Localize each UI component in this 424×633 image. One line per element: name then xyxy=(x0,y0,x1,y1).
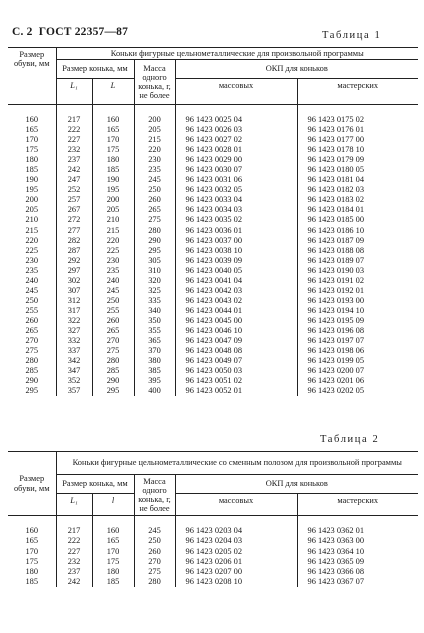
cell-l: 160 xyxy=(92,115,134,125)
table-row xyxy=(8,366,418,376)
cell-okp-mass: 96 1423 0203 04 xyxy=(175,526,297,536)
cell-mass: 215 xyxy=(134,135,175,145)
table1-group-title: Коньки фигурные цельнометаллические для произвольной программы xyxy=(56,48,418,60)
cell-l: 250 xyxy=(92,296,134,306)
cell-l: 165 xyxy=(92,125,134,135)
table-row xyxy=(8,185,418,195)
cell-okp-workshop: 96 1423 0197 07 xyxy=(297,336,418,346)
table-row xyxy=(8,376,418,386)
cell-l: 280 xyxy=(92,356,134,366)
cell-mass: 385 xyxy=(134,366,175,376)
cell-shoe-size: 175 xyxy=(25,145,39,155)
cell-shoe-size: 255 xyxy=(25,305,39,315)
cell-okp-mass: 96 1423 0050 03 xyxy=(175,366,297,376)
table-row xyxy=(8,536,418,546)
cell-okp-workshop: 96 1423 0183 02 xyxy=(297,195,418,205)
cell-okp-mass: 96 1423 0034 03 xyxy=(175,205,297,215)
table1-col-size: Размер обуви, мм xyxy=(8,48,56,105)
cell-shoe-size: 185 xyxy=(25,165,39,175)
table2-sub-l: l xyxy=(92,494,134,516)
cell-okp-workshop: 96 1423 0365 09 xyxy=(297,557,418,567)
page-header xyxy=(12,26,128,38)
cell-l1: 287 xyxy=(56,246,92,256)
table-row xyxy=(8,246,418,256)
cell-okp-mass: 96 1423 0035 02 xyxy=(175,215,297,225)
cell-l1: 317 xyxy=(56,306,92,316)
cell-okp-mass: 96 1423 0205 02 xyxy=(175,547,297,557)
cell-okp-mass: 96 1423 0038 10 xyxy=(175,246,297,256)
cell-l1: 227 xyxy=(56,547,92,557)
cell-l: 195 xyxy=(92,185,134,195)
cell-mass: 250 xyxy=(134,185,175,195)
table2-col-skate-size: Размер конька, мм xyxy=(56,475,134,494)
cell-l1: 352 xyxy=(56,376,92,386)
cell-mass: 400 xyxy=(134,386,175,396)
cell-okp-mass: 96 1423 0047 09 xyxy=(175,336,297,346)
cell-mass: 275 xyxy=(134,215,175,225)
table-row xyxy=(8,526,418,536)
cell-okp-workshop: 96 1423 0188 08 xyxy=(297,246,418,256)
cell-l1: 292 xyxy=(56,256,92,266)
cell-mass: 275 xyxy=(134,567,175,577)
table2-sub-l1: L₁ xyxy=(56,494,92,516)
table2-col-okp: ОКП для коньков xyxy=(175,475,418,494)
cell-okp-mass: 96 1423 0051 02 xyxy=(175,376,297,386)
cell-okp-workshop: 96 1423 0196 08 xyxy=(297,326,418,336)
table-2 xyxy=(8,451,418,587)
cell-okp-workshop: 96 1423 0177 00 xyxy=(297,135,418,145)
cell-okp-mass: 96 1423 0027 02 xyxy=(175,135,297,145)
cell-shoe-size: 170 xyxy=(25,135,39,145)
cell-l1: 297 xyxy=(56,266,92,276)
cell-shoe-size: 270 xyxy=(25,336,39,346)
table-row xyxy=(8,286,418,296)
cell-l1: 217 xyxy=(56,526,92,536)
cell-okp-mass: 96 1423 0207 00 xyxy=(175,567,297,577)
cell-shoe-size: 195 xyxy=(25,185,39,195)
table-row xyxy=(8,175,418,185)
cell-okp-workshop: 96 1423 0364 10 xyxy=(297,547,418,557)
cell-okp-workshop: 96 1423 0184 01 xyxy=(297,205,418,215)
cell-shoe-size: 285 xyxy=(25,366,39,376)
cell-l: 175 xyxy=(92,145,134,155)
cell-l: 260 xyxy=(92,316,134,326)
table-row xyxy=(8,125,418,135)
cell-mass: 395 xyxy=(134,376,175,386)
cell-okp-workshop: 96 1423 0367 07 xyxy=(297,577,418,587)
cell-okp-workshop: 96 1423 0194 10 xyxy=(297,306,418,316)
cell-mass: 250 xyxy=(134,536,175,546)
table-row xyxy=(8,135,418,145)
cell-l1: 302 xyxy=(56,276,92,286)
cell-mass: 260 xyxy=(134,547,175,557)
cell-shoe-size: 290 xyxy=(25,376,39,386)
cell-okp-mass: 96 1423 0029 00 xyxy=(175,155,297,165)
cell-shoe-size: 250 xyxy=(25,295,39,305)
cell-l: 235 xyxy=(92,266,134,276)
cell-okp-workshop: 96 1423 0200 07 xyxy=(297,366,418,376)
table-row xyxy=(8,226,418,236)
cell-l1: 217 xyxy=(56,115,92,125)
cell-okp-workshop: 96 1423 0178 10 xyxy=(297,145,418,155)
cell-l1: 232 xyxy=(56,145,92,155)
cell-mass: 235 xyxy=(134,165,175,175)
cell-l1: 222 xyxy=(56,536,92,546)
cell-l: 170 xyxy=(92,135,134,145)
table-row xyxy=(8,386,418,396)
cell-mass: 220 xyxy=(134,145,175,155)
cell-mass: 290 xyxy=(134,236,175,246)
cell-okp-workshop: 96 1423 0199 05 xyxy=(297,356,418,366)
table-row xyxy=(8,296,418,306)
cell-okp-mass: 96 1423 0026 03 xyxy=(175,125,297,135)
cell-l1: 247 xyxy=(56,175,92,185)
cell-shoe-size: 190 xyxy=(25,175,39,185)
cell-l1: 332 xyxy=(56,336,92,346)
table-row xyxy=(8,145,418,155)
standard-number: ГОСТ 22357—87 xyxy=(38,26,129,38)
cell-okp-mass: 96 1423 0046 10 xyxy=(175,326,297,336)
cell-l: 170 xyxy=(92,547,134,557)
cell-l: 245 xyxy=(92,286,134,296)
table2-sub-mass: массовых xyxy=(175,494,297,516)
cell-l: 290 xyxy=(92,376,134,386)
table-row xyxy=(8,577,418,587)
cell-mass: 245 xyxy=(134,526,175,536)
cell-l1: 337 xyxy=(56,346,92,356)
cell-okp-workshop: 96 1423 0187 09 xyxy=(297,236,418,246)
cell-shoe-size: 275 xyxy=(25,346,39,356)
cell-okp-mass: 96 1423 0037 00 xyxy=(175,236,297,246)
cell-shoe-size: 210 xyxy=(25,215,39,225)
table1-header xyxy=(8,48,418,105)
cell-okp-mass: 96 1423 0025 04 xyxy=(175,115,297,125)
table-row xyxy=(8,326,418,336)
cell-l: 185 xyxy=(92,577,134,587)
cell-l1: 307 xyxy=(56,286,92,296)
table1-col-skate-size: Размер конька, мм xyxy=(56,60,134,79)
cell-okp-workshop: 96 1423 0201 06 xyxy=(297,376,418,386)
cell-l1: 227 xyxy=(56,135,92,145)
cell-mass: 325 xyxy=(134,286,175,296)
cell-okp-workshop: 96 1423 0191 02 xyxy=(297,276,418,286)
table-1 xyxy=(8,47,418,396)
cell-mass: 280 xyxy=(134,577,175,587)
cell-okp-mass: 96 1423 0045 00 xyxy=(175,316,297,326)
cell-l: 165 xyxy=(92,536,134,546)
cell-okp-workshop: 96 1423 0363 00 xyxy=(297,536,418,546)
cell-okp-mass: 96 1423 0040 05 xyxy=(175,266,297,276)
cell-l1: 327 xyxy=(56,326,92,336)
cell-shoe-size: 280 xyxy=(25,356,39,366)
table-row xyxy=(8,356,418,366)
cell-okp-mass: 96 1423 0048 08 xyxy=(175,346,297,356)
cell-shoe-size: 160 xyxy=(25,526,39,536)
table-row xyxy=(8,346,418,356)
cell-shoe-size: 200 xyxy=(25,195,39,205)
table-row xyxy=(8,215,418,225)
cell-shoe-size: 235 xyxy=(25,265,39,275)
cell-l: 180 xyxy=(92,567,134,577)
table1-body xyxy=(8,105,418,397)
cell-shoe-size: 180 xyxy=(25,155,39,165)
cell-l: 270 xyxy=(92,336,134,346)
cell-okp-workshop: 96 1423 0192 01 xyxy=(297,286,418,296)
cell-l: 225 xyxy=(92,246,134,256)
cell-shoe-size: 260 xyxy=(25,315,39,325)
cell-mass: 205 xyxy=(134,125,175,135)
cell-mass: 230 xyxy=(134,155,175,165)
cell-l1: 342 xyxy=(56,356,92,366)
cell-shoe-size: 205 xyxy=(25,205,39,215)
cell-okp-workshop: 96 1423 0175 02 xyxy=(297,115,418,125)
cell-okp-mass: 96 1423 0033 04 xyxy=(175,195,297,205)
cell-shoe-size: 175 xyxy=(25,556,39,566)
cell-okp-mass: 96 1423 0032 05 xyxy=(175,185,297,195)
cell-okp-workshop: 96 1423 0195 09 xyxy=(297,316,418,326)
cell-l: 185 xyxy=(92,165,134,175)
cell-l1: 272 xyxy=(56,215,92,225)
cell-shoe-size: 215 xyxy=(25,225,39,235)
table1-label: Таблица 1 xyxy=(322,30,382,41)
cell-shoe-size: 165 xyxy=(25,125,39,135)
cell-l1: 357 xyxy=(56,386,92,396)
cell-shoe-size: 165 xyxy=(25,536,39,546)
cell-l1: 267 xyxy=(56,205,92,215)
table2-body xyxy=(8,516,418,588)
cell-mass: 320 xyxy=(134,276,175,286)
cell-shoe-size: 240 xyxy=(25,275,39,285)
cell-okp-workshop: 96 1423 0180 05 xyxy=(297,165,418,175)
cell-shoe-size: 180 xyxy=(25,567,39,576)
cell-l: 210 xyxy=(92,215,134,225)
table-row xyxy=(8,256,418,266)
cell-okp-mass: 96 1423 0041 04 xyxy=(175,276,297,286)
cell-l1: 282 xyxy=(56,236,92,246)
cell-mass: 355 xyxy=(134,326,175,336)
table-row xyxy=(8,547,418,557)
cell-okp-mass: 96 1423 0028 01 xyxy=(175,145,297,155)
cell-l1: 232 xyxy=(56,557,92,567)
cell-l1: 322 xyxy=(56,316,92,326)
table2-sub-workshop: мастерских xyxy=(297,494,418,516)
table-row xyxy=(8,165,418,175)
cell-mass: 265 xyxy=(134,205,175,215)
cell-l1: 252 xyxy=(56,185,92,195)
cell-okp-mass: 96 1423 0049 07 xyxy=(175,356,297,366)
cell-mass: 260 xyxy=(134,195,175,205)
cell-l1: 277 xyxy=(56,226,92,236)
cell-okp-workshop: 96 1423 0186 10 xyxy=(297,226,418,236)
cell-l: 295 xyxy=(92,386,134,396)
table-row xyxy=(8,195,418,205)
cell-okp-workshop: 96 1423 0202 05 xyxy=(297,386,418,396)
cell-mass: 305 xyxy=(134,256,175,266)
cell-l1: 237 xyxy=(56,155,92,165)
table-row xyxy=(8,557,418,567)
cell-mass: 200 xyxy=(134,115,175,125)
page-number: С. 2 xyxy=(12,26,33,38)
cell-l: 160 xyxy=(92,526,134,536)
cell-l1: 312 xyxy=(56,296,92,306)
cell-okp-mass: 96 1423 0031 06 xyxy=(175,175,297,185)
cell-l: 180 xyxy=(92,155,134,165)
cell-l: 220 xyxy=(92,236,134,246)
table-row xyxy=(8,316,418,326)
cell-okp-mass: 96 1423 0206 01 xyxy=(175,557,297,567)
cell-okp-workshop: 96 1423 0362 01 xyxy=(297,526,418,536)
cell-okp-mass: 96 1423 0204 03 xyxy=(175,536,297,546)
cell-okp-mass: 96 1423 0039 09 xyxy=(175,256,297,266)
table-row xyxy=(8,205,418,215)
table-row xyxy=(8,155,418,165)
cell-mass: 280 xyxy=(134,226,175,236)
cell-l: 175 xyxy=(92,557,134,567)
table1-sub-l1: L₁ xyxy=(56,79,92,105)
table2-label: Таблица 2 xyxy=(320,434,380,445)
cell-okp-mass: 96 1423 0042 03 xyxy=(175,286,297,296)
cell-okp-workshop: 96 1423 0182 03 xyxy=(297,185,418,195)
cell-okp-workshop: 96 1423 0179 09 xyxy=(297,155,418,165)
cell-shoe-size: 220 xyxy=(25,235,39,245)
table1-sub-workshop: мастерских xyxy=(297,79,418,105)
cell-l: 275 xyxy=(92,346,134,356)
table-row xyxy=(8,276,418,286)
cell-okp-mass: 96 1423 0030 07 xyxy=(175,165,297,175)
cell-l: 200 xyxy=(92,195,134,205)
table-row xyxy=(8,567,418,577)
cell-okp-mass: 96 1423 0044 01 xyxy=(175,306,297,316)
table-row xyxy=(8,236,418,246)
cell-l1: 347 xyxy=(56,366,92,376)
cell-shoe-size: 185 xyxy=(25,577,39,587)
cell-l: 230 xyxy=(92,256,134,266)
table2-header xyxy=(8,452,418,516)
cell-mass: 245 xyxy=(134,175,175,185)
cell-okp-workshop: 96 1423 0181 04 xyxy=(297,175,418,185)
cell-shoe-size: 295 xyxy=(25,386,39,396)
cell-mass: 380 xyxy=(134,356,175,366)
cell-l1: 242 xyxy=(56,577,92,587)
cell-okp-workshop: 96 1423 0189 07 xyxy=(297,256,418,266)
cell-okp-workshop: 96 1423 0190 03 xyxy=(297,266,418,276)
table-row xyxy=(8,115,418,125)
cell-mass: 270 xyxy=(134,557,175,567)
table1-col-okp: ОКП для коньков xyxy=(175,60,418,79)
table-row xyxy=(8,306,418,316)
table-row xyxy=(8,266,418,276)
cell-mass: 365 xyxy=(134,336,175,346)
table2-group-title: Коньки фигурные цельнометаллические со сменным полозом для произвольной программы xyxy=(56,452,418,475)
cell-l: 240 xyxy=(92,276,134,286)
cell-mass: 295 xyxy=(134,246,175,256)
cell-mass: 335 xyxy=(134,296,175,306)
cell-okp-mass: 96 1423 0036 01 xyxy=(175,226,297,236)
cell-l1: 257 xyxy=(56,195,92,205)
cell-shoe-size: 245 xyxy=(25,285,39,295)
table-row xyxy=(8,336,418,346)
cell-okp-workshop: 96 1423 0185 00 xyxy=(297,215,418,225)
cell-mass: 310 xyxy=(134,266,175,276)
cell-okp-mass: 96 1423 0043 02 xyxy=(175,296,297,306)
cell-mass: 350 xyxy=(134,316,175,326)
table2-col-mass: Масса одного конька, г, не более xyxy=(134,475,175,516)
cell-l: 215 xyxy=(92,226,134,236)
cell-shoe-size: 170 xyxy=(25,546,39,556)
cell-l1: 237 xyxy=(56,567,92,577)
cell-shoe-size: 225 xyxy=(25,245,39,255)
cell-okp-mass: 96 1423 0208 10 xyxy=(175,577,297,587)
cell-shoe-size: 230 xyxy=(25,255,39,265)
cell-okp-workshop: 96 1423 0176 01 xyxy=(297,125,418,135)
table1-col-mass: Масса одного конька, г, не более xyxy=(134,60,175,105)
cell-okp-workshop: 96 1423 0366 08 xyxy=(297,567,418,577)
cell-mass: 370 xyxy=(134,346,175,356)
cell-l: 265 xyxy=(92,326,134,336)
table2-col-size: Размер обуви, мм xyxy=(8,452,56,516)
cell-l1: 242 xyxy=(56,165,92,175)
cell-okp-workshop: 96 1423 0198 06 xyxy=(297,346,418,356)
table1-sub-l: L xyxy=(92,79,134,105)
cell-l: 255 xyxy=(92,306,134,316)
cell-okp-mass: 96 1423 0052 01 xyxy=(175,386,297,396)
cell-okp-workshop: 96 1423 0193 00 xyxy=(297,296,418,306)
cell-shoe-size: 160 xyxy=(25,115,39,124)
cell-l: 285 xyxy=(92,366,134,376)
cell-shoe-size: 265 xyxy=(25,325,39,335)
cell-l: 205 xyxy=(92,205,134,215)
table1-sub-mass: массовых xyxy=(175,79,297,105)
cell-l1: 222 xyxy=(56,125,92,135)
cell-mass: 340 xyxy=(134,306,175,316)
cell-l: 190 xyxy=(92,175,134,185)
